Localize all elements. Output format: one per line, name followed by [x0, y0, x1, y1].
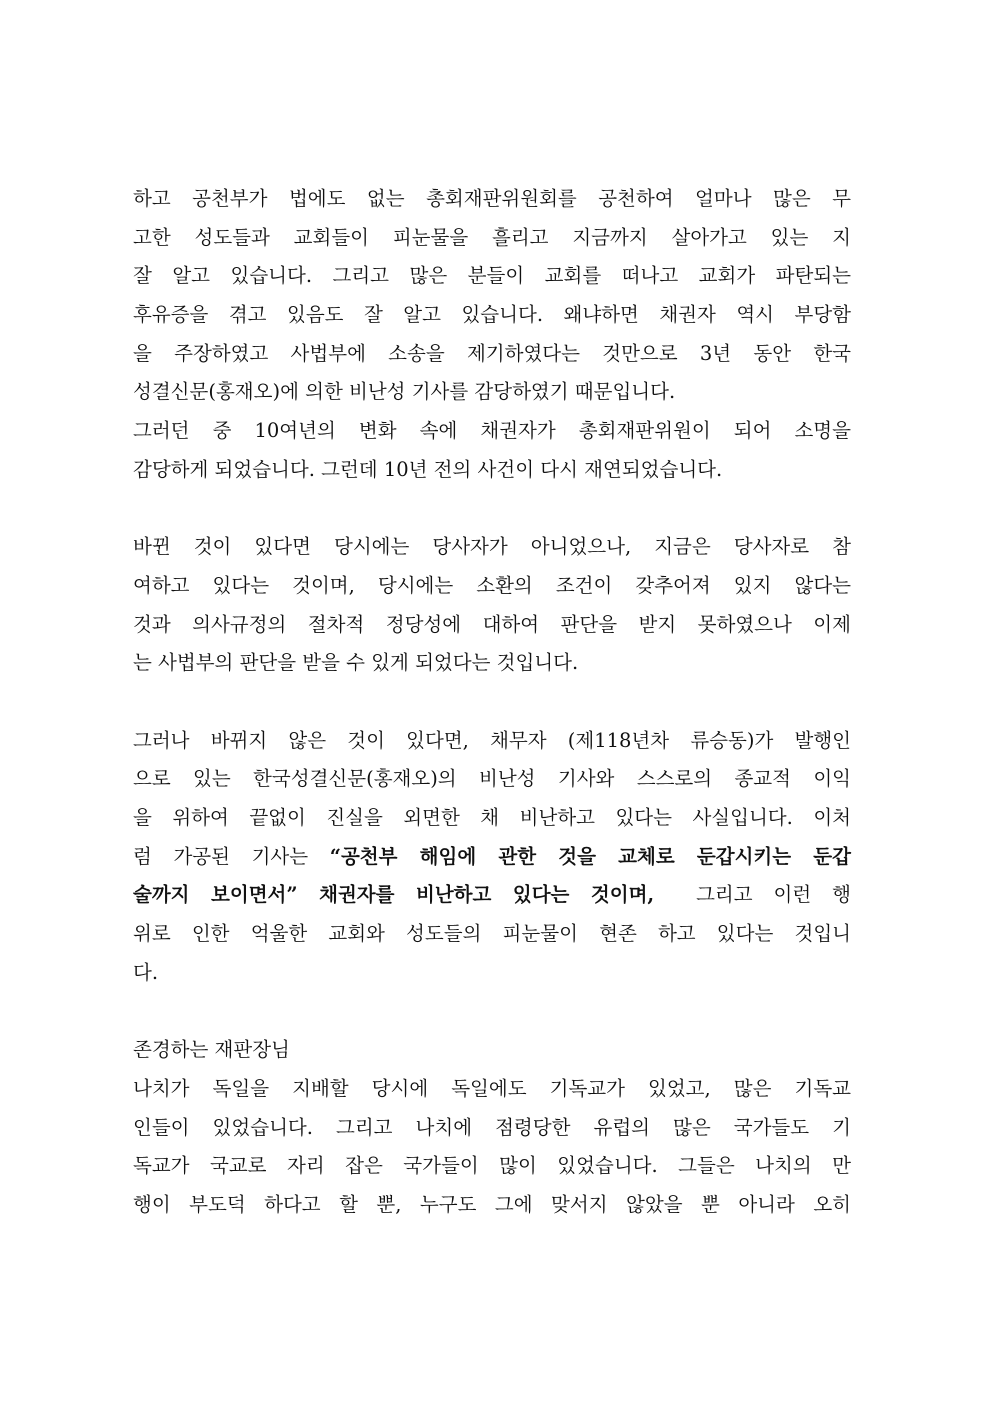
text-line: 인들이 있었습니다. 그리고 나치에 점령당한 유럽의 많은 국가들도 기 [133, 1115, 851, 1139]
text-line: 잘 알고 있습니다. 그리고 많은 분들이 교회를 떠나고 교회가 파탄되는 [133, 264, 851, 288]
text-line: 행이 부도덕 하다고 할 뿐, 누구도 그에 맞서지 않았을 뿐 아니라 오히 [133, 1192, 851, 1216]
text-line: 을 위하여 끝없이 진실을 외면한 채 비난하고 있다는 사실입니다. 이처 [133, 806, 851, 829]
text-line-mixed [133, 876, 851, 915]
paragraph-1 [133, 180, 851, 490]
text-line-mixed [133, 838, 851, 877]
salutation: 존경하는 재판장님 [133, 1038, 290, 1062]
text-line: 다. [133, 960, 159, 984]
document-body [133, 180, 851, 1225]
bold-quote: “공천부 해임에 관한 것을 교체로 둔갑시키는 둔갑 [329, 844, 851, 868]
paragraph-spacer [133, 490, 851, 529]
text-line: 을 주장하였고 사법부에 소송을 제기하였다는 것만으로 3년 동안 한국 [133, 341, 851, 365]
text-line: 독교가 국교로 자리 잡은 국가들이 많이 있었습니다. 그들은 나치의 만 [133, 1154, 851, 1178]
paragraph-3 [133, 722, 851, 993]
text-line: 그러나 바뀌지 않은 것이 있다면, 채무자 (제118년차 류승동)가 발행인 [133, 728, 851, 752]
text-line: 그러던 중 10여년의 변화 속에 채권자가 총회재판위원이 되어 소명을 [133, 419, 851, 443]
text-run: 그리고 이런 행 [654, 883, 851, 907]
text-line: 고한 성도들과 교회들이 피눈물을 흘리고 지금까지 살아가고 있는 지 [133, 225, 851, 249]
text-line: 후유증을 겪고 있음도 잘 알고 있습니다. 왜냐하면 채권자 역시 부당함 [133, 303, 851, 327]
text-line: 위로 인한 억울한 교회와 성도들의 피눈물이 현존 하고 있다는 것입니 [133, 922, 851, 946]
text-line: 나치가 독일을 지배할 당시에 독일에도 기독교가 있었고, 많은 기독교 [133, 1076, 851, 1100]
text-line: 으로 있는 한국성결신문(홍재오)의 비난성 기사와 스스로의 종교적 이익 [133, 767, 851, 791]
text-line: 는 사법부의 판단을 받을 수 있게 되었다는 것입니다. [133, 651, 579, 675]
paragraph-2 [133, 528, 851, 683]
paragraph-spacer [133, 992, 851, 1031]
bold-quote: 술까지 보이면서” 채권자를 비난하고 있다는 것이며, [133, 883, 655, 907]
text-run: 럼 가공된 기사는 [133, 844, 330, 868]
text-line: 것과 의사규정의 절차적 정당성에 대하여 판단을 받지 못하였으나 이제 [133, 612, 851, 636]
paragraph-4 [133, 1031, 851, 1224]
text-line: 여하고 있다는 것이며, 당시에는 소환의 조건이 갖추어져 있지 않다는 [133, 573, 851, 597]
text-line: 하고 공천부가 법에도 없는 총회재판위원회를 공천하여 얼마나 많은 무 [133, 187, 851, 210]
text-line: 성결신문(홍재오)에 의한 비난성 기사를 감당하였기 때문입니다. [133, 380, 676, 404]
text-line: 바뀐 것이 있다면 당시에는 당사자가 아니었으나, 지금은 당사자로 참 [133, 535, 851, 559]
text-line: 감당하게 되었습니다. 그런데 10년 전의 사건이 다시 재연되었습니다. [133, 457, 723, 481]
paragraph-spacer [133, 683, 851, 722]
